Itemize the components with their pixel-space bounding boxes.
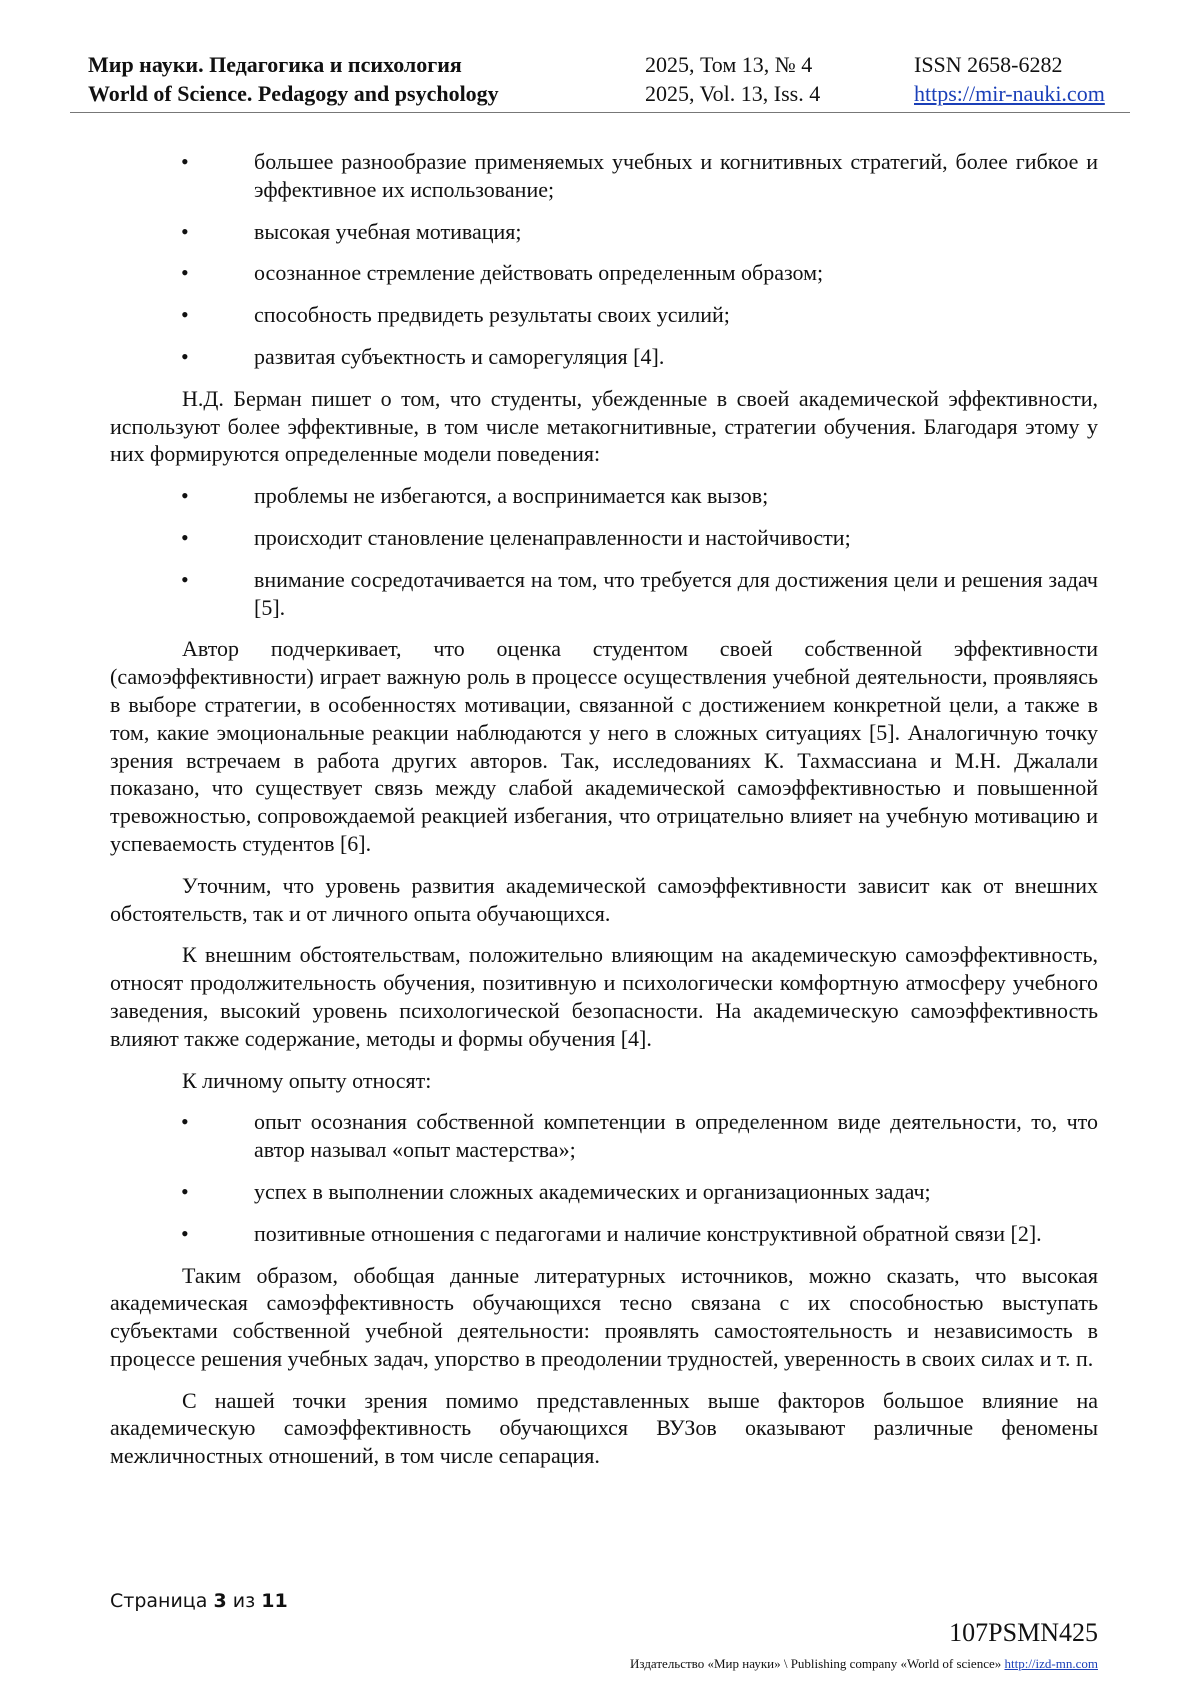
paragraph: Таким образом, обобщая данные литературных источников, можно сказать, что высокая академическая самоэффективность обучающихся тесно связана с их способностью выступать субъектами собственной учебной деятельности: проявлять самостоятельность и независимость в процессе решения учебных задач, упорство в преодолении трудностей, уверенность в своих силах и т. п.: [110, 1262, 1098, 1371]
list-item: [110, 524, 1098, 552]
list-item: [110, 1178, 1098, 1206]
bullet-icon: •: [181, 524, 189, 550]
list-item-text: происходит становление целенаправленности и настойчивости;: [254, 524, 851, 550]
bullet-icon: •: [181, 1109, 189, 1135]
paragraph: К внешним обстоятельствам, положительно влияющим на академическую самоэффективность, относят продолжительность обучения, позитивную и психологически комфортную атмосферу учебного заведения, высокий уровень психологической безопасности. На академическую самоэффективность влияют также содержание, методы и формы обучения [4].: [110, 942, 1098, 1051]
list-item-text: опыт осознания собственной компетенции в определенном виде деятельности, то, что автор называл «опыт мастерства»;: [254, 1109, 1098, 1163]
issue-en: 2025, Vol. 13, Iss. 4: [645, 81, 821, 106]
bullet-icon: •: [181, 343, 189, 369]
list-item: [110, 1220, 1098, 1248]
list-item: [110, 343, 1098, 371]
article-code: 107PSMN425: [949, 1618, 1098, 1647]
list-item: [110, 1108, 1098, 1164]
page-of: из: [232, 1590, 256, 1612]
list-item: [110, 218, 1098, 246]
paragraph: Автор подчеркивает, что оценка студентом своей собственной эффективности (самоэффективности) играет важную роль в процессе осуществления учебной деятельности, проявляясь в выборе стратегии, в особенностях мотивации, связанной с достижением конкретной цели, а также в том, какие эмоциональные реакции наблюдаются у него в сложных ситуациях [5]. Аналогичную точку зрения встречаем в работа других авторов. Так, исследованиях К. Тахмассиана и М.Н. Джалали показано, что существует связь между слабой академической самоэффективностью и повышенной тревожностью, сопровождаемой реакцией избегания, что отрицательно влияет на учебную мотивацию и успеваемость студентов [6].: [110, 636, 1098, 856]
publisher-link[interactable]: http://izd-mn.com: [1004, 1656, 1098, 1671]
bullet-icon: •: [181, 483, 189, 509]
list-item: [110, 148, 1098, 204]
bullet-icon: •: [181, 1220, 189, 1246]
list-item-text: осознанное стремление действовать определенным образом;: [254, 260, 824, 286]
paragraph: С нашей точки зрения помимо представленных выше факторов большое влияние на академическую самоэффективность обучающихся ВУЗов оказывают различные феномены межличностных отношений, в том числе сепарация.: [110, 1387, 1098, 1469]
list-item-text: высокая учебная мотивация;: [254, 218, 522, 244]
list-item-text: проблемы не избегаются, а воспринимается как вызов;: [254, 483, 769, 509]
list-item: [110, 482, 1098, 510]
list-item-text: позитивные отношения с педагогами и наличие конструктивной обратной связи [2].: [254, 1220, 1042, 1246]
bullet-icon: •: [181, 566, 189, 592]
bullet-icon: •: [181, 149, 189, 174]
publisher-line: [630, 1656, 1098, 1672]
issn-block: [914, 50, 1105, 108]
list-item: [110, 301, 1098, 329]
issue-info: [645, 50, 820, 108]
list-item-text: внимание сосредотачивается на том, что требуется для достижения цели и решения задач [5].: [254, 566, 1098, 620]
list-item-text: способность предвидеть результаты своих усилий;: [254, 302, 730, 328]
list-item-text: большее разнообразие применяемых учебных и когнитивных стратегий, более гибкое и эффективное их использование;: [254, 149, 1098, 202]
bullet-icon: •: [181, 218, 189, 244]
journal-title-ru: Мир науки. Педагогика и психология: [88, 52, 462, 77]
publisher-text: Издательство «Мир науки» \ Publishing company «World of science»: [630, 1656, 1002, 1671]
bullet-list-2: [110, 482, 1098, 621]
list-item-text: развитая субъектность и саморегуляция [4].: [254, 343, 665, 369]
paragraph: Н.Д. Берман пишет о том, что студенты, убежденные в своей академической эффективности, используют более эффективные, в том числе метакогнитивные, стратегии обучения. Благодаря этому у них формируются определенные модели поведения:: [110, 385, 1098, 467]
list-item: [110, 566, 1098, 622]
page-number: [110, 1590, 288, 1612]
paragraph: К личному опыту относят:: [182, 1067, 432, 1093]
page-current: 3: [213, 1590, 227, 1612]
article-body: [110, 148, 1098, 1484]
issn: ISSN 2658-6282: [914, 52, 1063, 77]
bullet-icon: •: [181, 1178, 189, 1204]
paragraph: Уточним, что уровень развития академической самоэффективности зависит как от внешних обстоятельств, так и от личного опыта обучающихся.: [110, 872, 1098, 926]
page-label: Страница: [110, 1590, 208, 1612]
journal-title: [88, 50, 499, 108]
bullet-list-3: [110, 1108, 1098, 1247]
page-total: 11: [261, 1590, 288, 1612]
issue-ru: 2025, Том 13, № 4: [645, 52, 813, 77]
bullet-list-1: [110, 148, 1098, 371]
journal-title-en: World of Science. Pedagogy and psychology: [88, 81, 499, 106]
page-header: [70, 50, 1130, 113]
list-item: [110, 259, 1098, 287]
bullet-icon: •: [181, 302, 189, 328]
journal-url-link[interactable]: https://mir-nauki.com: [914, 81, 1105, 106]
list-item-text: успех в выполнении сложных академических и организационных задач;: [254, 1178, 931, 1204]
bullet-icon: •: [181, 260, 189, 286]
